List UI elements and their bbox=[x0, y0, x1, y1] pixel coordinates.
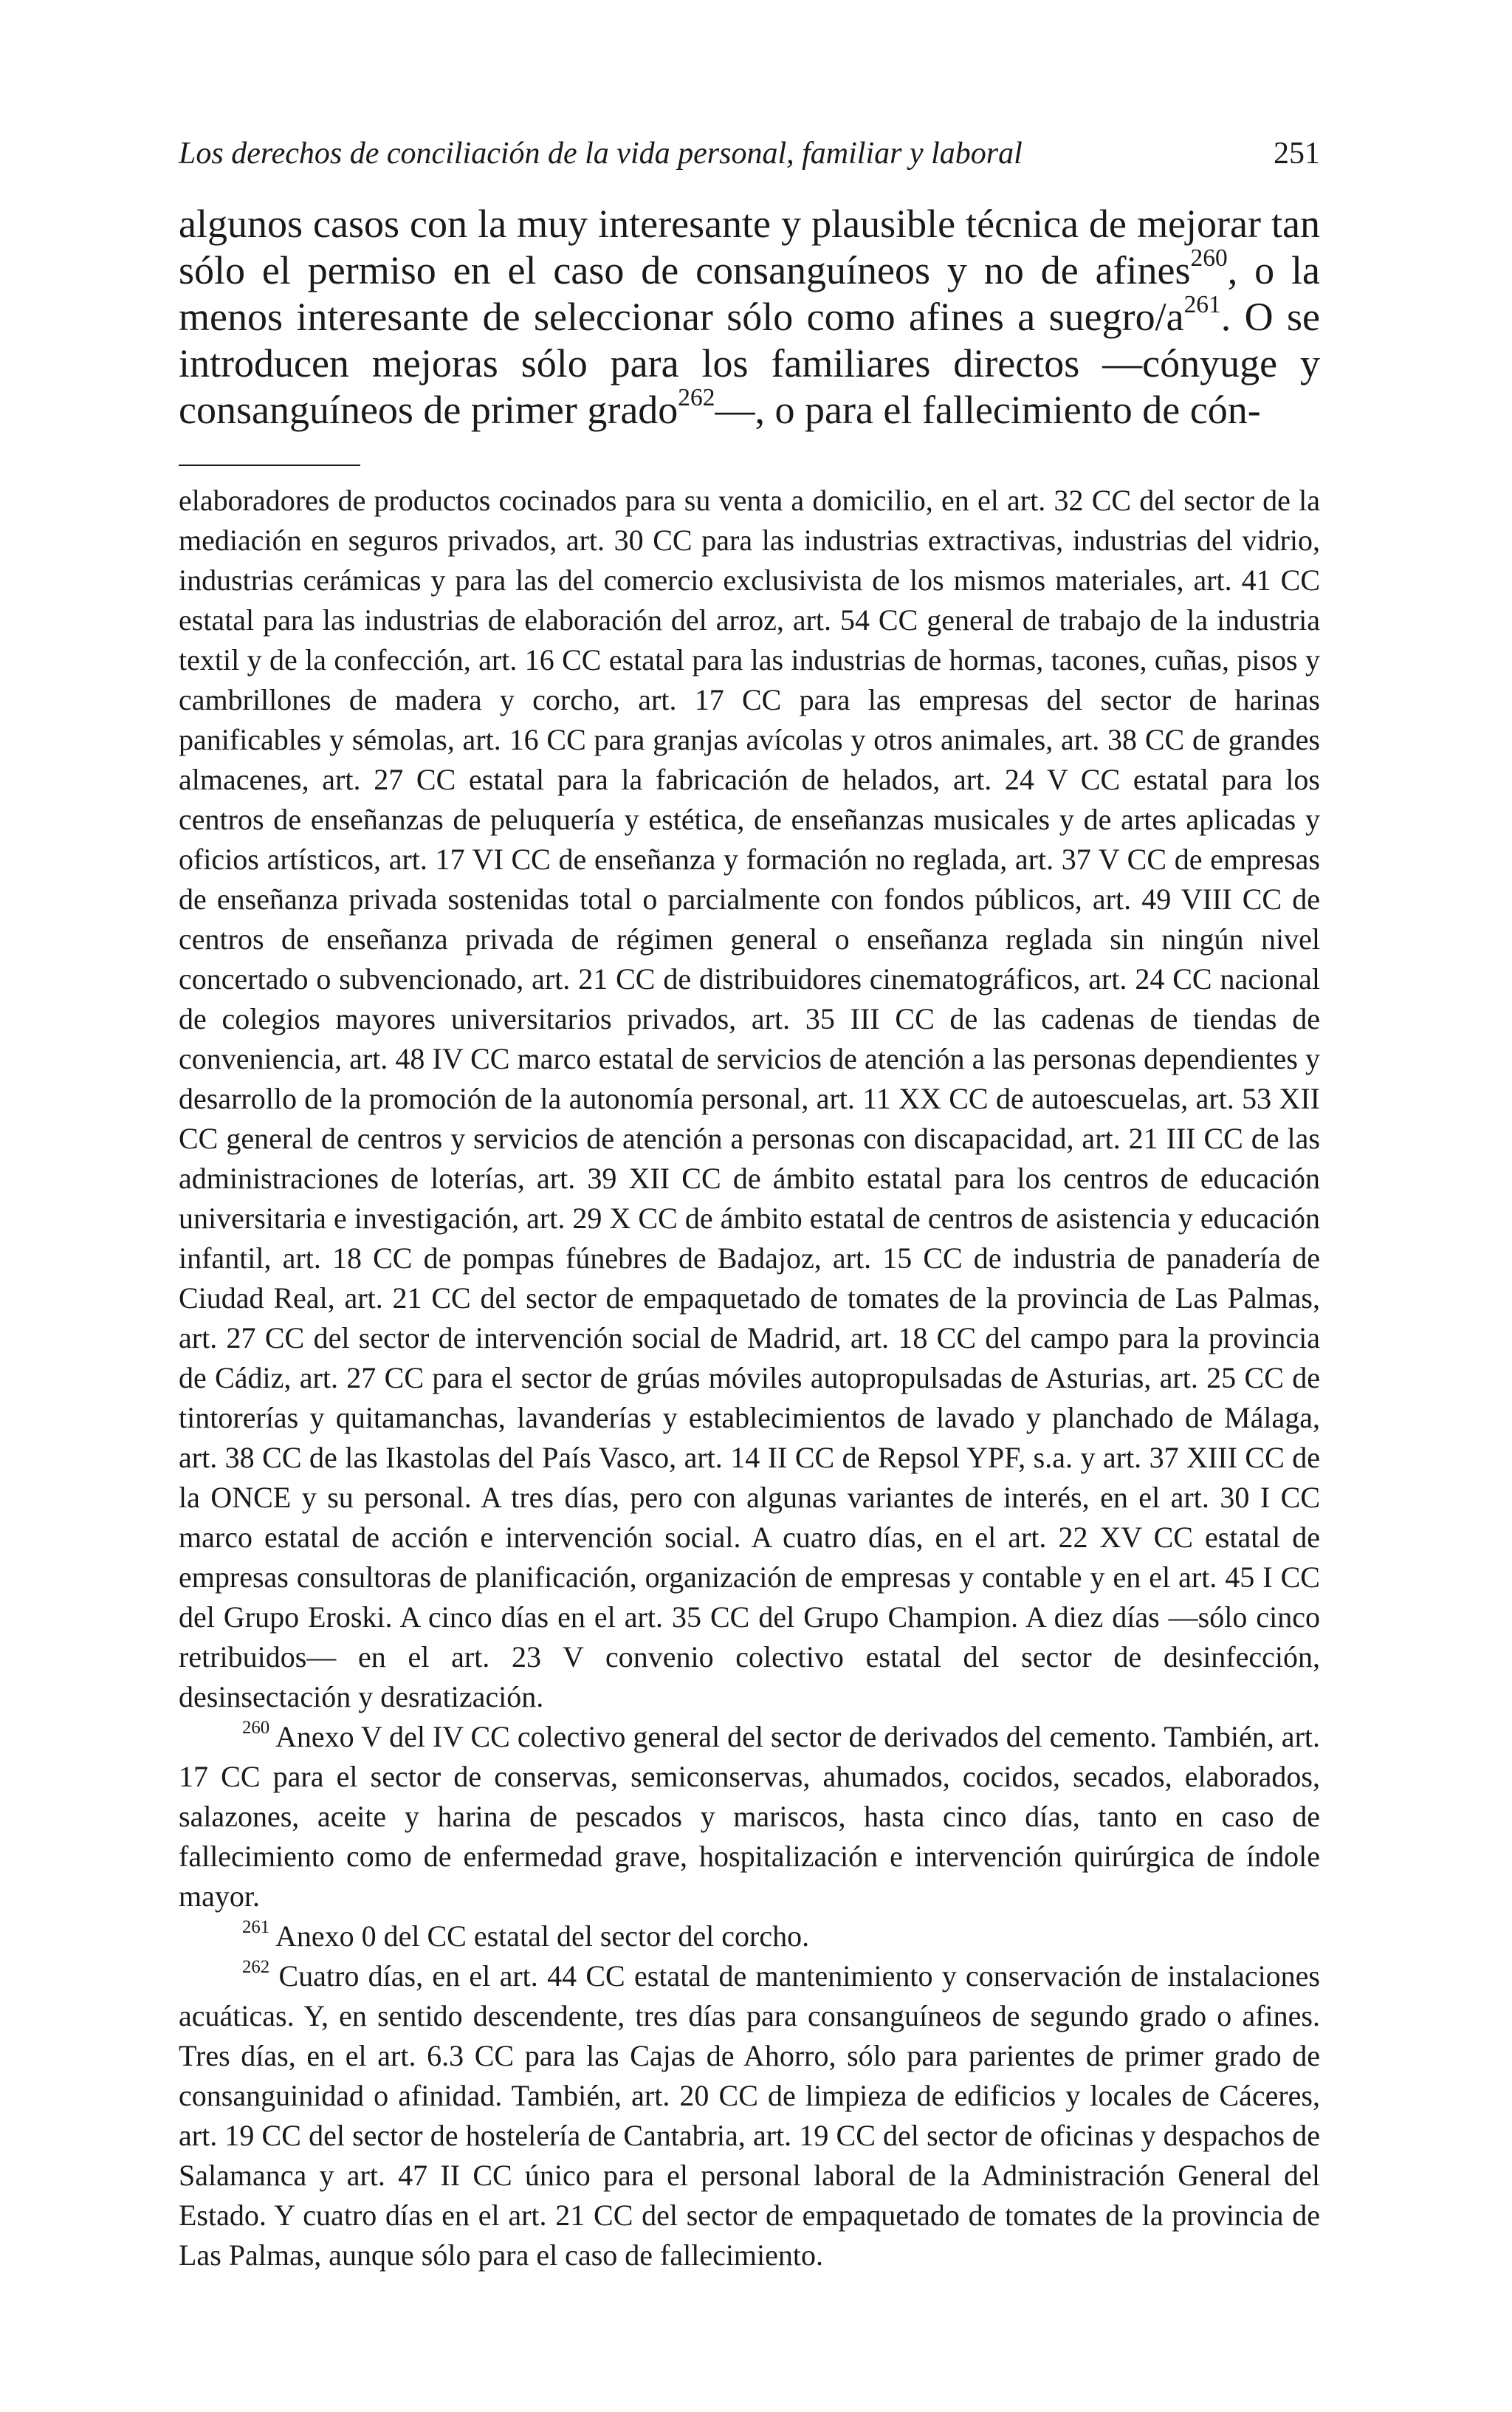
page-number: 251 bbox=[1274, 137, 1320, 171]
footnote-separator bbox=[179, 465, 360, 466]
footnote-number: 261 bbox=[242, 1916, 270, 1937]
footnote-261 bbox=[179, 1916, 1320, 1956]
running-header bbox=[179, 133, 1320, 174]
footnote-continuation: elaboradores de productos cocinados para su venta a domicilio, en el art. 32 CC del sector de la mediación en seguros privados, art. 30 CC para las industrias extractivas, industrias del vidrio, industrias cerámicas y para las del comercio exclusivista de los mismos materiales, art. 41 CC estatal para las industrias de elaboración del arroz, art. 54 CC general de trabajo de la industria textil y de la confección, art. 16 CC estatal para las industrias de hormas, tacones, cuñas, pisos y cambrillones de madera y corcho, art. 17 CC para las empresas del sector de harinas panificables y sémolas, art. 16 CC para granjas avícolas y otros animales, art. 38 CC de grandes almacenes, art. 27 CC estatal para la fabricación de helados, art. 24 V CC estatal para los centros de enseñanzas de peluquería y estética, de enseñanzas musicales y de artes aplicadas y oficios artísticos, art. 17 VI CC de enseñanza y formación no reglada, art. 37 V CC de empresas de enseñanza privada sostenidas total o parcialmente con fondos públicos, art. 49 VIII CC de centros de enseñanza privada de régimen general o enseñanza reglada sin ningún nivel concertado o subvencionado, art. 21 CC de distribuidores cinematográficos, art. 24 CC nacional de colegios mayores universitarios privados, art. 35 III CC de las cadenas de tiendas de conveniencia, art. 48 IV CC marco estatal de servicios de atención a las personas dependientes y desarrollo de la promoción de la autonomía personal, art. 11 XX CC de autoescuelas, art. 53 XII CC general de centros y servicios de atención a personas con discapacidad, art. 21 III CC de las administraciones de loterías, art. 39 XII CC de ámbito estatal para los centros de educación universitaria e investigación, art. 29 X CC de ámbito estatal de centros de asistencia y educación infantil, art. 18 CC de pompas fúnebres de Badajoz, art. 15 CC de industria de panadería de Ciudad Real, art. 21 CC del sector de empaquetado de tomates de la provincia de Las Palmas, art. 27 CC del sector de intervención social de Madrid, art. 18 CC del campo para la provincia de Cádiz, art. 27 CC para el sector de grúas móviles autopropulsadas de Asturias, art. 25 CC de tintorerías y quitamanchas, lavanderías y establecimientos de lavado y planchado de Málaga, art. 38 CC de las Ikastolas del País Vasco, art. 14 II CC de Repsol YPF, s.a. y art. 37 XIII CC de la ONCE y su personal. A tres días, pero con algunas variantes de interés, en el art. 30 I CC marco estatal de acción e intervención social. A cuatro días, en el art. 22 XV CC estatal de empresas consultoras de planificación, organización de empresas y contable y en el art. 45 I CC del Grupo Eroski. A cinco días en el art. 35 CC del Grupo Champion. A diez días —sólo cinco retribuidos— en el art. 23 V convenio colectivo estatal del sector de desinfección, desinsectación y desratización. bbox=[179, 484, 1320, 1713]
body-paragraph bbox=[179, 201, 1320, 434]
body-text-segment: , o la menos interesante de seleccionar sólo como afines a suegro/a bbox=[179, 248, 1320, 339]
footnote-text: Anexo V del IV CC colectivo general del sector de derivados del cemento. También, art. 17 CC para el sector de conservas, semiconservas, ahumados, cocidos, secados, elaborados, salazones, aceite y harina de pescados y mariscos, hasta cinco días, tanto en caso de fallecimiento como de enfermedad grave, hospitalización e intervención quirúrgica de índole mayor. bbox=[179, 1720, 1320, 1913]
footnote-text: Anexo 0 del CC estatal del sector del corcho. bbox=[269, 1919, 810, 1953]
body-text-segment: algunos casos con la muy interesante y plausible técnica de mejorar tan sólo el permiso en el caso de consanguíneos y no de afines bbox=[179, 202, 1320, 292]
body-text bbox=[179, 201, 1320, 434]
footnote-ref-262: 262 bbox=[678, 383, 715, 411]
footnote-ref-260: 260 bbox=[1190, 244, 1228, 272]
footnote-260 bbox=[179, 1717, 1320, 1916]
footnotes bbox=[179, 481, 1320, 2275]
footnote-number: 262 bbox=[242, 1956, 270, 1977]
body-text-segment: —, o para el fallecimiento de cón- bbox=[715, 388, 1261, 432]
footnote-number: 260 bbox=[242, 1717, 270, 1738]
body-text-segment: . O se introducen mejoras sólo para los familiares directos —cónyuge y consanguíneos de primer grado bbox=[179, 295, 1321, 432]
book-page bbox=[179, 133, 1320, 2275]
footnote-text: Cuatro días, en el art. 44 CC estatal de mantenimiento y conservación de instalaciones acuáticas. Y, en sentido descendente, tres días para consanguíneos de segundo grado o afines. Tres días, en el art. 6.3 CC para las Cajas de Ahorro, sólo para parientes de primer grado de consanguinidad o afinidad. También, art. 20 CC de limpieza de edificios y locales de Cáceres, art. 19 CC del sector de hostelería de Cantabria, art. 19 CC del sector de oficinas y despachos de Salamanca y art. 47 II CC único para el personal laboral de la Administración General del Estado. Y cuatro días en el art. 21 CC del sector de empaquetado de tomates de la provincia de Las Palmas, aunque sólo para el caso de fallecimiento. bbox=[179, 1959, 1320, 2272]
footnote-ref-261: 261 bbox=[1183, 290, 1221, 318]
running-title: Los derechos de conciliación de la vida personal, familiar y laboral bbox=[179, 137, 1023, 171]
footnote-262 bbox=[179, 1956, 1320, 2275]
